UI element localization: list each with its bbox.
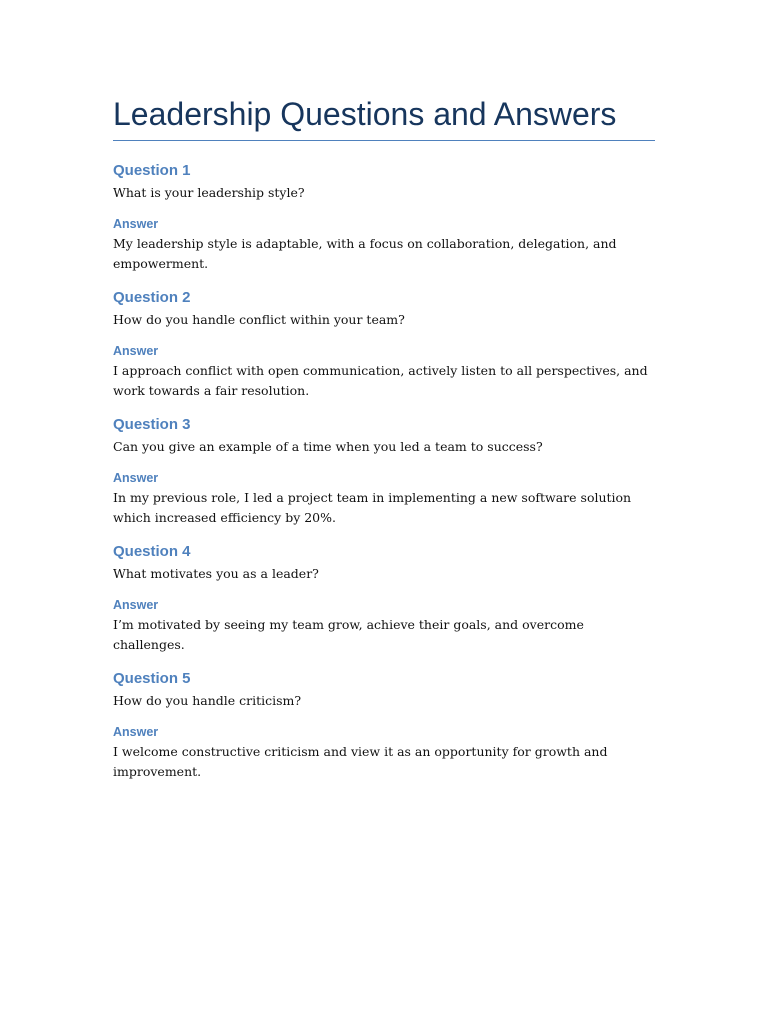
question-heading: Question 2 bbox=[113, 289, 191, 306]
title-underline bbox=[113, 140, 655, 141]
qa-item-5 bbox=[113, 669, 655, 782]
qa-item-4 bbox=[113, 542, 655, 655]
document-page bbox=[113, 0, 655, 796]
qa-item-2 bbox=[113, 288, 655, 401]
question-heading: Question 4 bbox=[113, 543, 191, 560]
answer-text: In my previous role, I led a project team in implementing a new software solution which increased efficiency by 20%. bbox=[113, 490, 632, 525]
answer-text: I welcome constructive criticism and view it as an opportunity for growth and improvement. bbox=[113, 744, 608, 779]
answer-heading: Answer bbox=[113, 598, 159, 612]
question-text: How do you handle conflict within your team? bbox=[113, 312, 405, 327]
answer-heading: Answer bbox=[113, 344, 159, 358]
qa-list bbox=[113, 161, 655, 782]
question-text: Can you give an example of a time when you led a team to success? bbox=[113, 439, 543, 454]
answer-heading: Answer bbox=[113, 471, 159, 485]
answer-text: I’m motivated by seeing my team grow, achieve their goals, and overcome challenges. bbox=[113, 617, 584, 652]
qa-item-3 bbox=[113, 415, 655, 528]
answer-text: My leadership style is adaptable, with a focus on collaboration, delegation, and empowerment. bbox=[113, 236, 617, 271]
question-text: What is your leadership style? bbox=[113, 185, 305, 200]
question-text: How do you handle criticism? bbox=[113, 693, 302, 708]
answer-heading: Answer bbox=[113, 725, 159, 739]
question-heading: Question 1 bbox=[113, 162, 191, 179]
qa-item-1 bbox=[113, 161, 655, 274]
question-heading: Question 3 bbox=[113, 416, 191, 433]
question-heading: Question 5 bbox=[113, 670, 191, 687]
answer-text: I approach conflict with open communication, actively listen to all perspectives, and work towards a fair resolution. bbox=[113, 363, 648, 398]
answer-heading: Answer bbox=[113, 217, 159, 231]
question-text: What motivates you as a leader? bbox=[113, 566, 319, 581]
document-title: Leadership Questions and Answers bbox=[113, 96, 617, 132]
